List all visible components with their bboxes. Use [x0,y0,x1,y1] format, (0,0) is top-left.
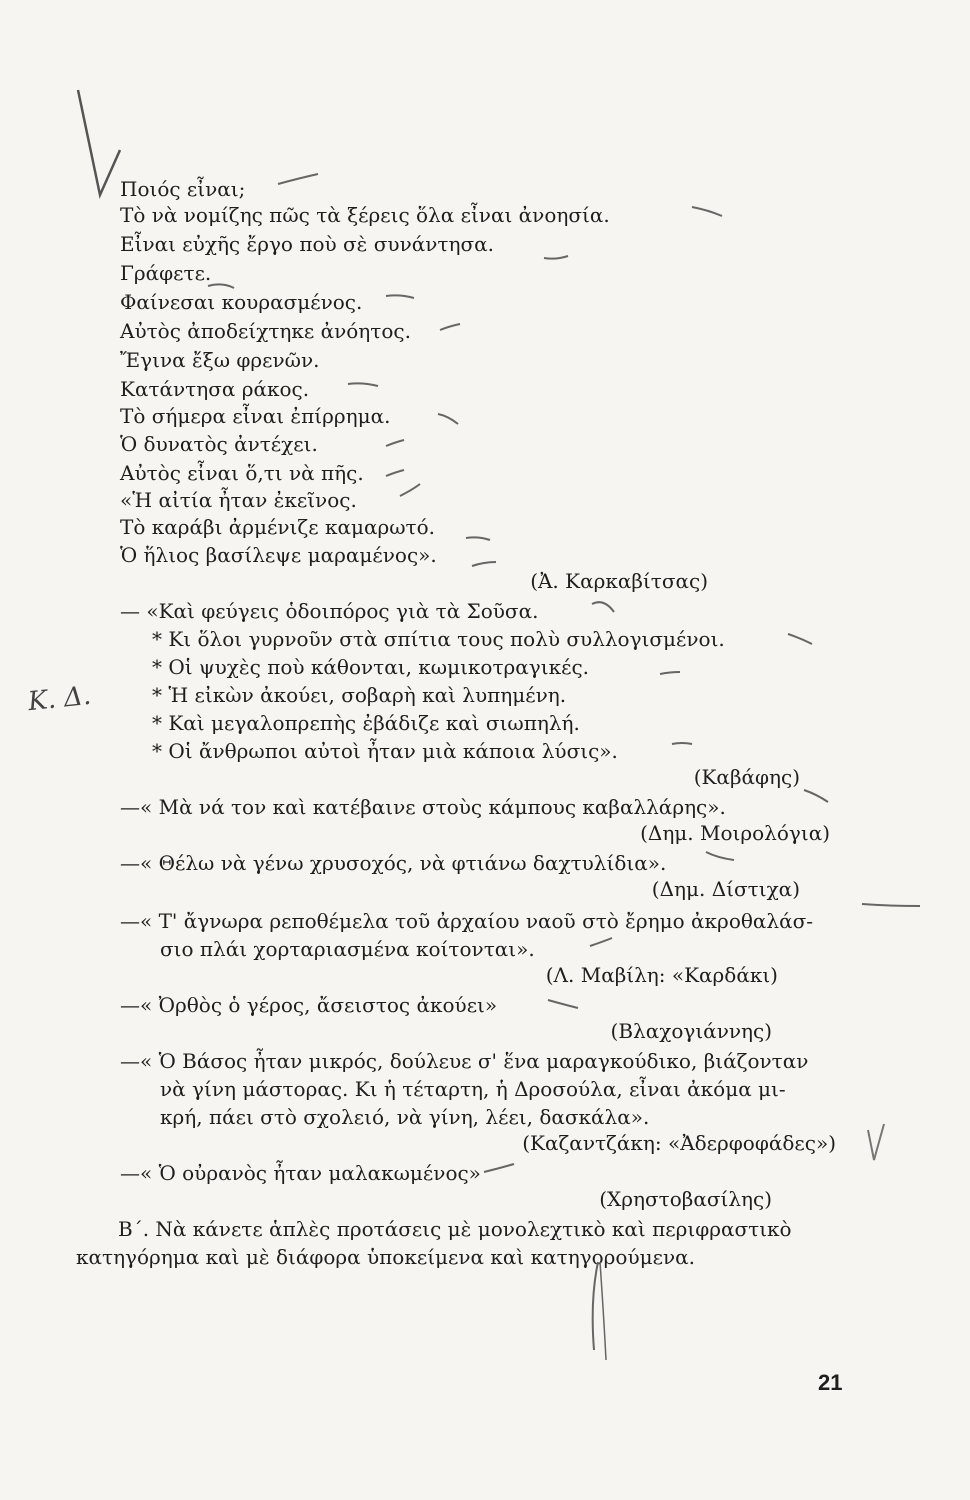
list-line: Γράφετε. [120,261,212,285]
list-line: Αὐτὸς εἶναι ὅ,τι νὰ πῆς. [120,461,364,485]
dash-mark-icon [590,938,612,946]
list-line: Φαίνεσαι κουρασμένος. [120,290,363,314]
list-line: Τὸ καράβι ἀρμένιζε καμαρωτό. [120,515,435,539]
quote-line: κρή, πάει στὸ σχολειό, νὰ γίνη, λέει, δασκάλα». [160,1105,650,1129]
exercise-line: κατηγόρημα καὶ μὲ διάφορα ὑποκείμενα καὶ κατηγορούμενα. [76,1245,696,1269]
quote-line: —« Τ' ἄγνωρα ρεποθέμελα τοῦ ἀρχαίου ναοῦ στὸ ἔρημο ἀκροθαλάσ- [120,909,813,933]
pencil-stroke-icon [593,1262,598,1350]
dash-mark-icon [208,284,234,288]
source-attribution: (Λ. Μαβίλη: «Καρδάκι) [545,963,778,987]
dash-mark-icon [804,790,828,802]
quote-line: * Οἱ ψυχὲς ποὺ κάθονται, κωμικοτραγικές. [152,655,590,679]
dash-mark-icon [706,852,734,860]
dash-mark-icon [660,672,680,674]
quote-line: —« Μὰ νά τον καὶ κατέβαινε στοὺς κάμπους καβαλλάρης». [120,795,726,819]
margin-note: Κ. Δ. [26,680,93,718]
list-line: Ἔγινα ἔξω φρενῶν. [120,348,320,372]
list-line: «Ἡ αἰτία ἦταν ἐκεῖνος. [120,488,357,512]
source-attribution: (Δημ. Δίστιχα) [651,877,800,901]
source-attribution: (Χρηστοβασίλης) [599,1187,772,1211]
dash-mark-icon [438,414,458,424]
dash-mark-icon [400,484,420,496]
check-mark-icon [868,1124,884,1160]
dash-mark-icon [466,537,490,540]
quote-line: σιο πλάι χορταριασμένα κοίτονται». [160,937,535,961]
source-attribution: (Καβάφης) [693,765,800,789]
quote-line: —« Θέλω νὰ γένω χρυσοχός, νὰ φτιάνω δαχτυλίδια». [120,851,667,875]
quote-line: —« Ὁ οὐρανὸς ἦταν μαλακωμένος» [120,1161,481,1185]
pencil-stroke-icon [600,1262,606,1360]
list-line: Τὸ σήμερα εἶναι ἐπίρρημα. [120,404,391,428]
list-line: Ποιός εἶναι; [120,177,246,201]
dash-mark-icon [386,295,414,298]
list-line: Τὸ νὰ νομίζης πῶς τὰ ξέρεις ὅλα εἶναι ἀνοησία. [120,203,610,227]
source-attribution: (Καζαντζάκη: «Ἀδερφοφάδες») [522,1131,836,1155]
quote-line: —« Ὁ Βάσος ἦταν μικρός, δούλευε σ' ἕνα μαραγκούδικο, βιάζονταν [120,1049,809,1073]
dash-mark-icon [386,440,404,446]
source-attribution: (Ἀ. Καρκαβίτσας) [530,569,708,593]
list-line: Ὁ ἥλιος βασίλεψε μαραμένος». [120,543,437,567]
quote-line: * Καὶ μεγαλοπρεπὴς ἐβάδιζε καὶ σιωπηλή. [152,711,580,735]
dash-mark-icon [278,174,318,184]
dash-mark-icon [386,470,404,476]
list-line: Εἶναι εὐχῆς ἔργο ποὺ σὲ συνάντησα. [120,232,494,256]
quote-line: * Οἱ ἄνθρωποι αὐτοὶ ἦταν μιὰ κάποια λύσις». [152,739,618,763]
quote-line: νὰ γίνη μάστορας. Κι ἡ τέταρτη, ἡ Δροσούλα, εἶναι ἀκόμα μι- [160,1077,786,1101]
dash-mark-icon [472,562,496,566]
source-attribution: (Δημ. Μοιρολόγια) [640,821,830,845]
source-attribution: (Βλαχογιάννης) [610,1019,772,1043]
quote-line: * Ἡ εἰκὼν ἀκούει, σοβαρὴ καὶ λυπημένη. [152,683,567,707]
quote-line: — «Καὶ φεύγεις ὁδοιπόρος γιὰ τὰ Σοῦσα. [120,599,539,623]
quote-line: * Κι ὅλοι γυρνοῦν στὰ σπίτια τους πολὺ συλλογισμένοι. [152,627,725,651]
dash-mark-icon [440,324,460,330]
quote-line: —« Ὀρθὸς ὁ γέρος, ἄσειστος ἀκούει» [120,993,498,1017]
dash-mark-icon [544,256,568,259]
list-line: Κατάντησα ράκος. [120,377,310,401]
list-line: Ὁ δυνατὸς ἀντέχει. [120,432,318,456]
dash-mark-icon [348,383,378,386]
dash-mark-icon [592,602,614,612]
page-number: 21 [818,1370,843,1395]
dash-mark-icon [692,207,722,216]
dash-mark-icon [862,904,920,906]
list-line: Αὐτὸς ἀποδείχτηκε ἀνόητος. [120,319,411,343]
dash-mark-icon [788,634,812,644]
check-mark-icon [78,90,120,195]
dash-mark-icon [548,1000,578,1008]
exercise-line: Β΄. Νὰ κάνετε ἁπλὲς προτάσεις μὲ μονολεχτικὸ καὶ περιφραστικὸ [118,1217,792,1241]
dash-mark-icon [672,743,692,744]
dash-mark-icon [484,1164,514,1172]
